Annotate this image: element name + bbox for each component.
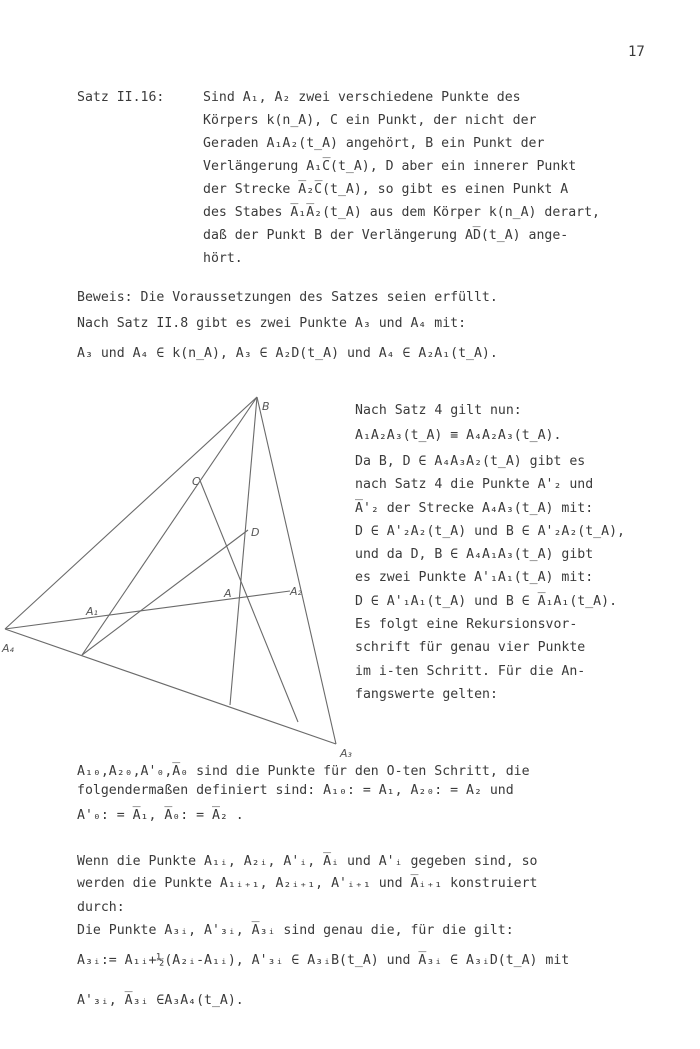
geometry-figure bbox=[0, 388, 352, 760]
label-A2: A₂ bbox=[290, 585, 302, 598]
bottom-line: werden die Punkte A₁ᵢ₊₁, A₂ᵢ₊₁, A'ᵢ₊₁ und A̅ᵢ₊₁ konstruiert bbox=[77, 876, 538, 891]
page-number: 17 bbox=[628, 44, 645, 60]
label-D: D bbox=[251, 526, 260, 539]
bottom-line: Die Punkte A₃ᵢ, A'₃ᵢ, A̅₃ᵢ sind genau die, für die gilt: bbox=[77, 923, 514, 938]
right-line: fangswerte gelten: bbox=[355, 687, 498, 702]
bottom-line: A'₃ᵢ, A̅₃ᵢ ∈A₃A₄(t_A). bbox=[77, 993, 244, 1008]
theorem-line: des Stabes A̅₁A̅₂(t_A) aus dem Körper k(n_A) derart, bbox=[203, 205, 600, 220]
theorem-label: Satz II.16: bbox=[77, 90, 165, 105]
theorem-line: Körpers k(n_A), C ein Punkt, der nicht der bbox=[203, 113, 537, 128]
theorem-line: Verlängerung A₁C̅(t_A), D aber ein innerer Punkt bbox=[203, 159, 577, 174]
right-line: und da D, B ∈ A₄A₁A₃(t_A) gibt bbox=[355, 547, 594, 562]
label-C: C bbox=[192, 475, 200, 488]
bottom-line: A₃ᵢ:= A₁ᵢ+½(A₂ᵢ-A₁ᵢ), A'₃ᵢ ∈ A₃ᵢB(t_A) und A̅₃ᵢ ∈ A₃ᵢD(t_A) mit bbox=[77, 953, 570, 968]
theorem-line: Sind A₁, A₂ zwei verschiedene Punkte des bbox=[203, 90, 521, 105]
right-line: D ∈ A'₂A₂(t_A) und B ∈ A'₂A₂(t_A), bbox=[355, 524, 625, 539]
label-A3: A₃ bbox=[340, 747, 352, 760]
right-line: Da B, D ∈ A₄A₃A₂(t_A) gibt es bbox=[355, 454, 586, 469]
bottom-line: A'₀: = A̅₁, A̅₀: = A̅₂ . bbox=[77, 808, 244, 823]
bottom-line: Wenn die Punkte A₁ᵢ, A₂ᵢ, A'ᵢ, A̅ᵢ und A'ᵢ gegeben sind, so bbox=[77, 854, 538, 869]
right-line: Es folgt eine Rekursionsvor- bbox=[355, 617, 578, 632]
label-A4: A₄ bbox=[2, 642, 14, 655]
right-line: A̅'₂ der Strecke A₄A₃(t_A) mit: bbox=[355, 501, 594, 516]
bottom-line: A₁₀,A₂₀,A'₀,A̅₀ sind die Punkte für den O-ten Schritt, die bbox=[77, 764, 530, 779]
right-line: Nach Satz 4 gilt nun: bbox=[355, 403, 522, 418]
right-line: D ∈ A'₁A₁(t_A) und B ∈ A̅₁A₁(t_A). bbox=[355, 594, 618, 609]
theorem-line: hört. bbox=[203, 251, 243, 266]
right-line: schrift für genau vier Punkte bbox=[355, 640, 586, 655]
label-A1: A₁ bbox=[86, 605, 98, 618]
label-A: A bbox=[224, 587, 232, 600]
right-line: im i-ten Schritt. Für die An- bbox=[355, 664, 586, 679]
theorem-line: daß der Punkt B der Verlängerung AD̅(t_A) ange- bbox=[203, 228, 569, 243]
bottom-line: durch: bbox=[77, 900, 125, 915]
right-line: nach Satz 4 die Punkte A'₂ und bbox=[355, 477, 594, 492]
proof-line: Nach Satz II.8 gibt es zwei Punkte A₃ und A₄ mit: bbox=[77, 316, 467, 331]
bottom-line: folgendermaßen definiert sind: A₁₀: = A₁, A₂₀: = A₂ und bbox=[77, 783, 514, 798]
right-line: es zwei Punkte A'₁A₁(t_A) mit: bbox=[355, 570, 594, 585]
proof-line: A₃ und A₄ ∈ k(n_A), A₃ ∈ A₂D(t_A) und A₄ ∈ A₂A₁(t_A). bbox=[77, 346, 498, 361]
theorem-line: der Strecke A̅₂C̅(t_A), so gibt es einen Punkt A bbox=[203, 182, 569, 197]
proof-line: Beweis: Die Voraussetzungen des Satzes seien erfüllt. bbox=[77, 290, 498, 305]
right-line: A₁A₂A₃(t_A) ≡ A₄A₂A₃(t_A). bbox=[355, 428, 562, 443]
label-B: B bbox=[262, 400, 270, 413]
theorem-line: Geraden A₁A₂(t_A) angehört, B ein Punkt der bbox=[203, 136, 545, 151]
